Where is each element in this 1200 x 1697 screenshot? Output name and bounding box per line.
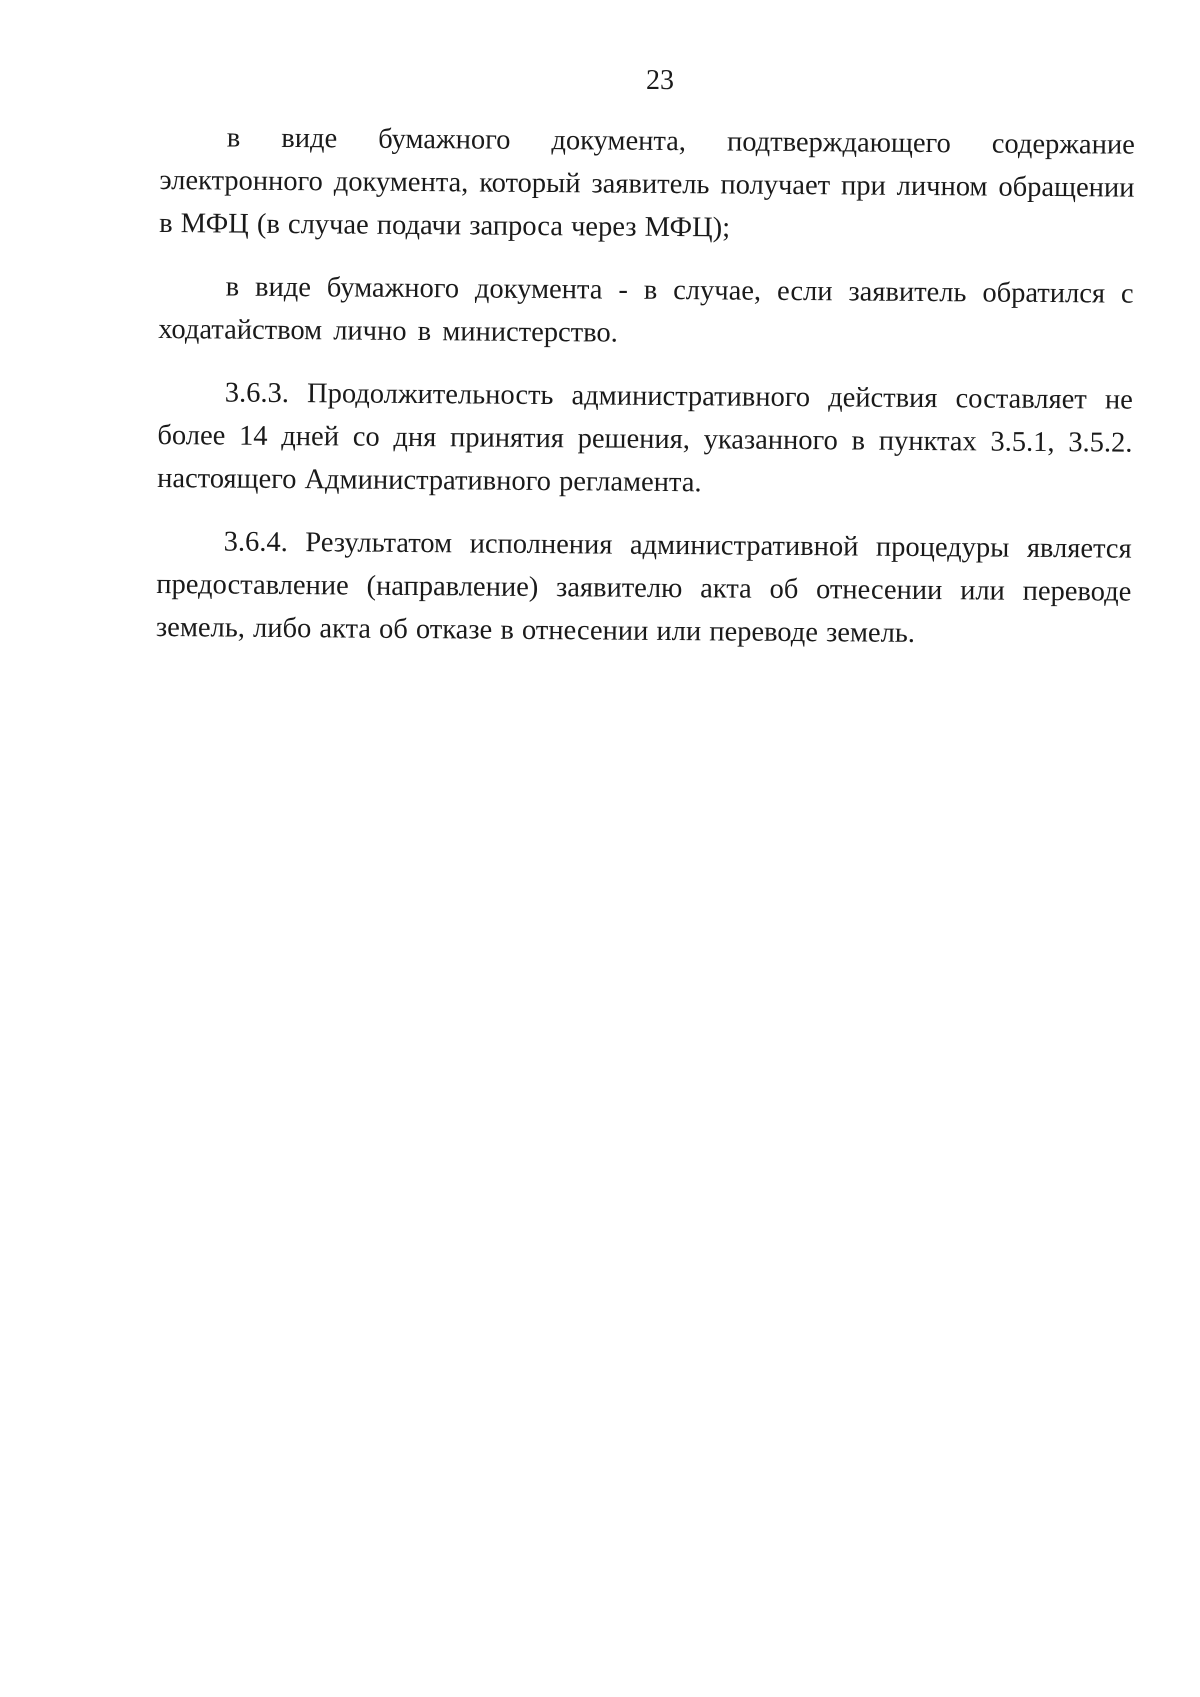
paragraph-paper-document-ministry: в виде бумажного документа - в случае, если заявитель обратился с ходатайством лично в министерство.	[158, 271, 1134, 349]
paragraph-3-6-4: 3.6.4. Результатом исполнения административной процедуры является предоставление (направление) заявителю акта об отнесении или переводе земель, либо акта об отказе в отнесении или переводе земель.	[155, 526, 1132, 649]
paragraph-3-6-3: 3.6.3. Продолжительность административного действия составляет не более 14 дней со дня принятия решения, указанного в пунктах 3.5.1, 3.5.2. настоящего Административного регламента.	[157, 377, 1133, 499]
page-number: 23	[646, 65, 674, 96]
document-body	[156, 116, 1135, 677]
paragraph-paper-document-mfc: в виде бумажного документа, подтверждающего содержание электронного документа, который заявитель получает при личном обращении в МФЦ (в случае подачи запроса через МФЦ);	[159, 122, 1135, 244]
